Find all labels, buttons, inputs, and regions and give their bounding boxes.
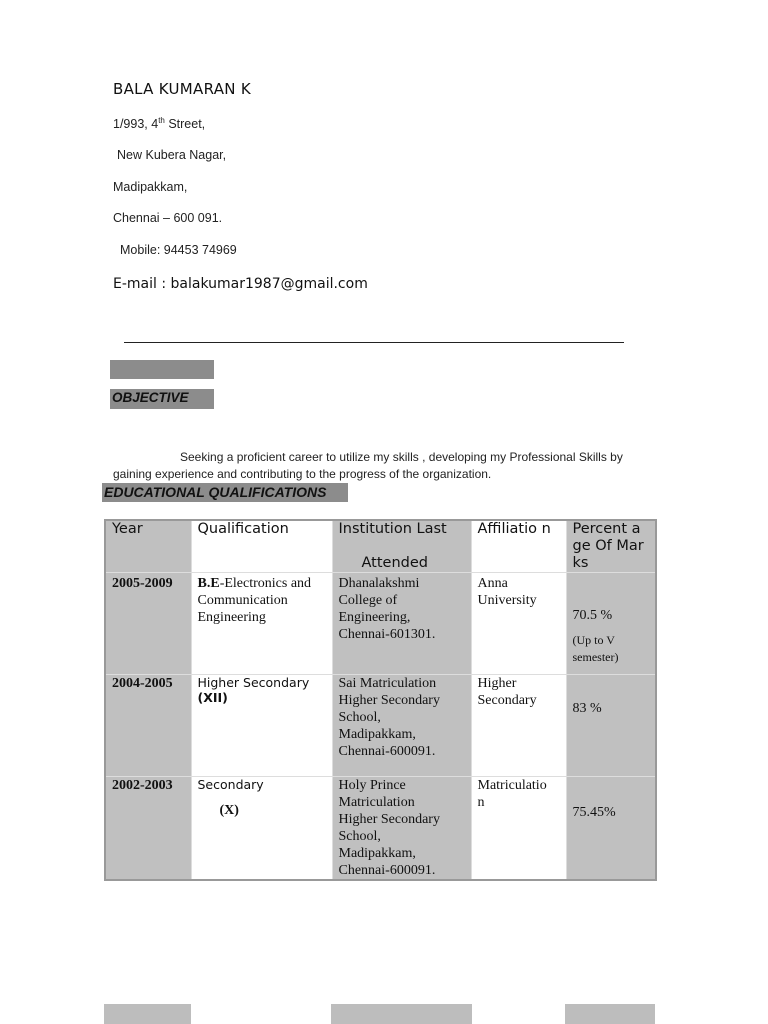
row-institution: Dhanalakshmi College of Engineering, Chennai-601301.	[332, 573, 471, 675]
address-line-1: 1/993, 4th Street,	[113, 116, 206, 132]
row-affiliation: Anna University	[471, 573, 566, 675]
row-affiliation: Higher Secondary	[471, 675, 566, 777]
next-table-cell-shade	[565, 1004, 655, 1024]
row-year: 2004-2005	[105, 675, 191, 777]
objective-text-line-1: Seeking a proficient career to utilize my skills , developing my Professional Skills by	[180, 450, 623, 464]
header-institution: Institution Last Attended	[332, 520, 471, 573]
header-affiliation: Affiliatio n	[471, 520, 566, 573]
candidate-name: BALA KUMARAN K	[113, 80, 251, 98]
row-institution: Holy Prince Matriculation Higher Secondary School, Madipakkam, Chennai-600091.	[332, 777, 471, 881]
objective-text-line-2: gaining experience and contributing to the progress of the organization.	[113, 467, 492, 481]
row-year: 2005-2009	[105, 573, 191, 675]
horizontal-divider	[124, 342, 624, 343]
education-heading: EDUCATIONAL QUALIFICATIONS	[104, 484, 327, 500]
row-qualification: B.E-Electronics and Communication Engineering	[191, 573, 332, 675]
table-header-row	[105, 520, 656, 573]
next-table-cell-shade	[104, 1004, 191, 1024]
row-qualification: Secondary (X)	[191, 777, 332, 881]
header-percentage: Percent age Of Marks	[566, 520, 656, 573]
table-row	[105, 573, 656, 675]
row-year: 2002-2003	[105, 777, 191, 881]
mobile-number: Mobile: 94453 74969	[120, 243, 237, 257]
address-line-4: Chennai – 600 091.	[113, 211, 223, 225]
section-shade-bar	[110, 360, 214, 379]
header-qualification: Qualification	[191, 520, 332, 573]
header-year: Year	[105, 520, 191, 573]
row-qualification: Higher Secondary (XII)	[191, 675, 332, 777]
row-affiliation: Matriculatio n	[471, 777, 566, 881]
email-address: E-mail : balakumar1987@gmail.com	[113, 276, 368, 292]
row-percentage: 83 %	[566, 675, 656, 777]
row-percentage: 70.5 % (Up to V semester)	[566, 573, 656, 675]
next-table-cell-shade	[331, 1004, 472, 1024]
table-row	[105, 777, 656, 881]
row-institution: Sai Matriculation Higher Secondary School, Madipakkam, Chennai-600091.	[332, 675, 471, 777]
table-row	[105, 675, 656, 777]
address-line-3: Madipakkam,	[113, 180, 188, 194]
qualifications-table	[104, 519, 657, 881]
address-line-2: New Kubera Nagar,	[117, 148, 227, 162]
objective-heading: OBJECTIVE	[112, 390, 189, 405]
row-percentage: 75.45%	[566, 777, 656, 881]
